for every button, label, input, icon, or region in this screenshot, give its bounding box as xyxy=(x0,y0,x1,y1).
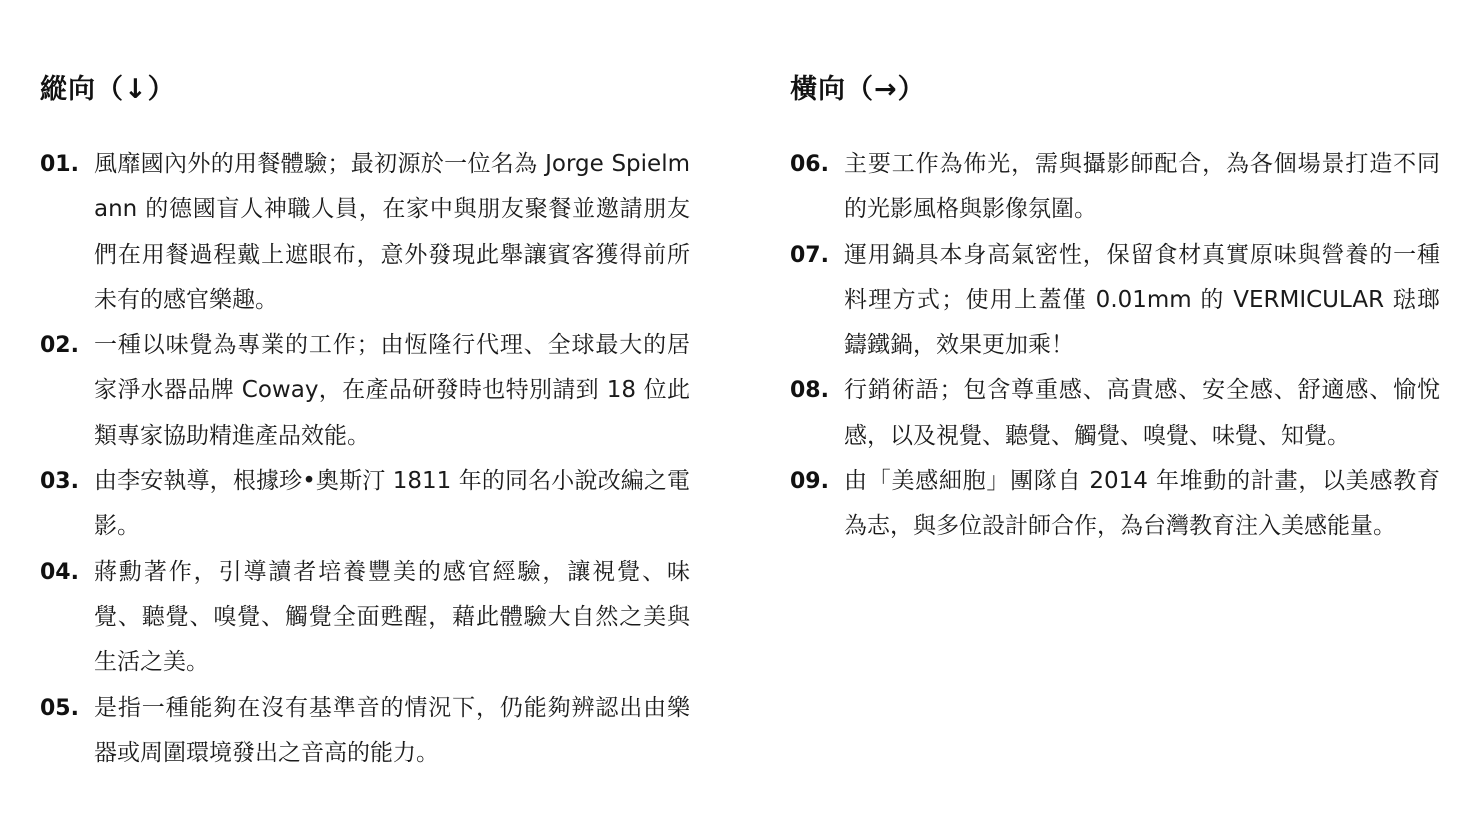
clue-08 xyxy=(790,368,1440,459)
down-clues-column xyxy=(40,70,690,776)
clue-text: 蔣勳著作，引導讀者培養豐美的感官經驗，讓視覺、味覺、聽覺、嗅覺、觸覺全面甦醒，藉此體驗大自然之美與生活之美。 xyxy=(94,558,690,676)
down-heading: 縱向（↓） xyxy=(40,74,176,105)
down-clue-list xyxy=(40,142,690,776)
across-clue-list xyxy=(790,142,1440,550)
clue-text: 風靡國內外的用餐體驗；最初源於一位名為 Jorge Spielmann 的德國盲人神職人員，在家中與朋友聚餐並邀請朋友們在用餐過程戴上遮眼布，意外發現此舉讓賓客獲得前所未有的感官樂趣。 xyxy=(94,151,690,313)
across-clues-column xyxy=(790,70,1440,550)
clue-number: 09. xyxy=(790,469,829,495)
clue-06 xyxy=(790,142,1440,233)
clue-text: 運用鍋具本身高氣密性，保留食材真實原味與營養的一種料理方式；使用上蓋僅 0.01mm 的 VERMICULAR 琺瑯鑄鐵鍋，效果更加乘！ xyxy=(844,241,1440,359)
clue-01 xyxy=(40,142,690,323)
clue-07 xyxy=(790,233,1440,369)
clue-04 xyxy=(40,550,690,686)
clue-text: 由「美感細胞」團隊自 2014 年堆動的計畫，以美感教育為志，與多位設計師合作，為台灣教育注入美感能量。 xyxy=(844,468,1440,540)
across-heading: 橫向（→） xyxy=(790,74,926,105)
clue-text: 主要工作為佈光，需與攝影師配合，為各個場景打造不同的光影風格與影像氛圍。 xyxy=(844,151,1440,223)
clue-number: 07. xyxy=(790,242,829,268)
clue-05 xyxy=(40,686,690,777)
clue-number: 01. xyxy=(40,152,79,177)
clue-number: 05. xyxy=(40,695,79,721)
clue-number: 04. xyxy=(40,559,79,585)
clue-number: 06. xyxy=(790,152,829,177)
clue-number: 08. xyxy=(790,378,829,404)
clue-text: 是指一種能夠在沒有基準音的情況下，仍能夠辨認出由樂器或周圍環境發出之音高的能力。 xyxy=(94,694,690,766)
clue-03 xyxy=(40,459,690,550)
clue-text: 由李安執導，根據珍•奧斯汀 1811 年的同名小說改編之電影。 xyxy=(94,468,690,540)
clue-number: 03. xyxy=(40,469,79,495)
clue-02 xyxy=(40,323,690,459)
clue-number: 02. xyxy=(40,333,79,359)
clue-text: 行銷術語；包含尊重感、高貴感、安全感、舒適感、愉悅感，以及視覺、聽覺、觸覺、嗅覺、味覺、知覺。 xyxy=(844,377,1440,449)
clue-text: 一種以味覺為專業的工作；由恆隆行代理、全球最大的居家淨水器品牌 Coway，在產品研發時也特別請到 18 位此類專家協助精進產品效能。 xyxy=(94,332,690,449)
clue-09 xyxy=(790,459,1440,550)
